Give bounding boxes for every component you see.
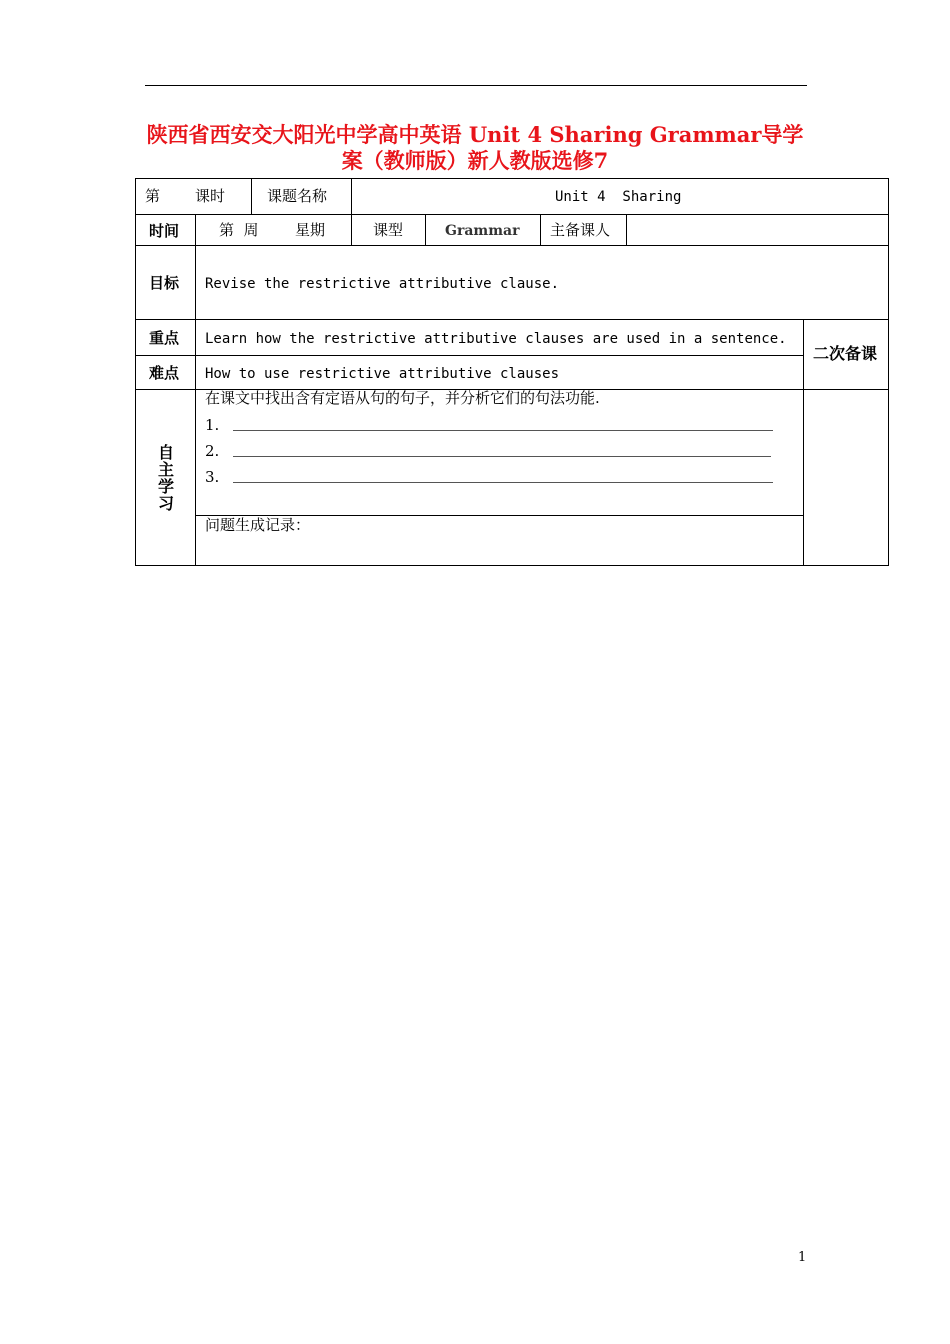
goal-text: Revise the restrictive attributive clause. xyxy=(205,276,560,292)
self-study-char: 习 xyxy=(157,494,174,513)
key-point-label: 重点 xyxy=(149,329,180,347)
difficulty-text: How to use restrictive attributive clauses xyxy=(205,366,560,382)
weekday-label: 星期 xyxy=(295,221,326,239)
col-divider xyxy=(540,214,541,245)
answer-blank-1[interactable] xyxy=(233,430,773,431)
document-title xyxy=(140,122,810,174)
topic-value: Unit 4 Sharing xyxy=(555,189,682,205)
row-divider xyxy=(135,355,803,356)
col-divider xyxy=(251,178,252,214)
table-border-right xyxy=(888,178,889,566)
lesson-suffix: 课时 xyxy=(195,187,226,205)
second-prep-label: 二次备课 xyxy=(813,344,878,363)
topic-label: 课题名称 xyxy=(267,187,328,205)
row-divider xyxy=(135,245,889,246)
col-divider xyxy=(803,319,804,566)
item-number: 2. xyxy=(205,442,220,460)
difficulty-label: 难点 xyxy=(149,364,180,382)
table-border-top xyxy=(135,178,889,179)
week-label: 第 周 xyxy=(219,221,259,239)
table-border-bottom xyxy=(135,565,889,566)
answer-blank-3[interactable] xyxy=(233,482,773,483)
col-divider xyxy=(195,214,196,566)
col-divider xyxy=(626,214,627,245)
table-border-left xyxy=(135,178,136,566)
col-divider xyxy=(425,214,426,245)
self-study-char: 自 xyxy=(157,443,174,462)
lead-teacher-label: 主备课人 xyxy=(550,221,611,239)
self-study-char: 主 xyxy=(157,460,174,479)
time-label: 时间 xyxy=(149,222,180,240)
class-type-label: 课型 xyxy=(373,221,404,239)
page-number: 1 xyxy=(798,1250,807,1265)
item-number: 1. xyxy=(205,416,220,434)
answer-blank-2[interactable] xyxy=(233,456,771,457)
self-study-label xyxy=(156,444,176,512)
title-line-1: 陕西省西安交大阳光中学高中英语 Unit 4 Sharing Grammar导学 xyxy=(146,122,804,147)
key-point-text: Learn how the restrictive attributive clauses are used in a sentence. xyxy=(205,331,787,347)
row-divider xyxy=(135,214,889,215)
goal-label: 目标 xyxy=(149,274,180,292)
item-number: 3. xyxy=(205,468,220,486)
class-type-value: Grammar xyxy=(445,223,520,239)
title-line-2: 案（教师版）新人教版选修7 xyxy=(341,148,609,173)
row-divider xyxy=(135,319,889,320)
header-rule xyxy=(145,85,807,86)
lesson-plan-table xyxy=(135,178,889,566)
col-divider xyxy=(351,178,352,245)
lesson-label: 第 xyxy=(145,187,161,205)
self-study-instruction: 在课文中找出含有定语从句的句子，并分析它们的句法功能. xyxy=(205,389,600,407)
self-study-char: 学 xyxy=(157,477,174,496)
question-record-label: 问题生成记录： xyxy=(205,516,311,534)
